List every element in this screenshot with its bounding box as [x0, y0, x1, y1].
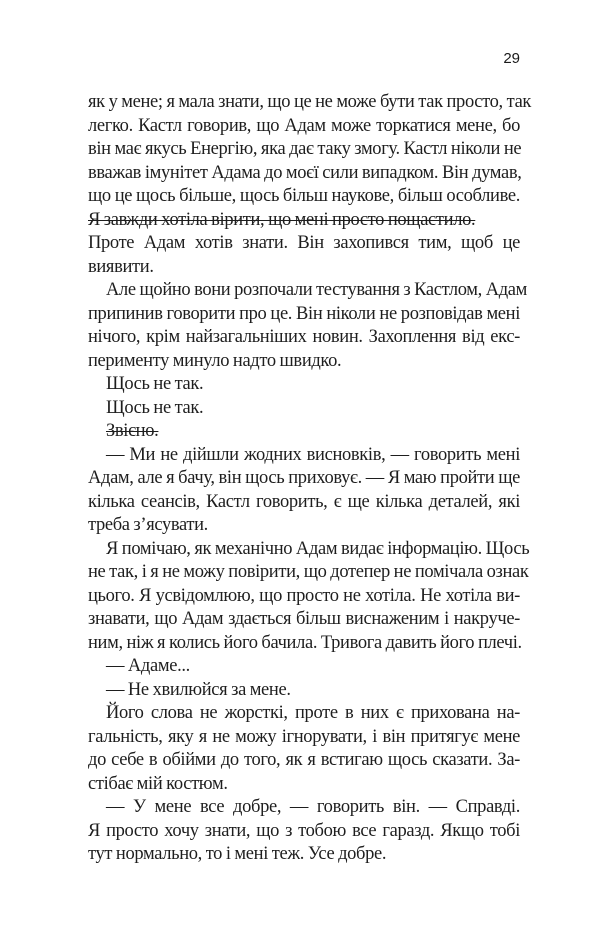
text-line: цього. Я усвідомлюю, що просто не хотіла. Не хотіла ви-: [88, 585, 520, 606]
text-line: знавати, що Адам здається більш виснаженим і накруче-: [88, 609, 520, 629]
paragraph: [88, 232, 520, 279]
text-line: перименту минуло надто швидко.: [88, 350, 342, 371]
text-line: треба з’ясувати.: [88, 515, 208, 535]
text-line: стібає мій костюм.: [88, 773, 228, 794]
text-line: вважав імунітет Адама до моєї сили випадком. Він думав,: [88, 162, 522, 183]
text-line: Проте Адам хотів знати. Він захопився тим, щоб це: [88, 233, 520, 253]
text-line: Щось не так.: [106, 397, 204, 418]
text-line: Я завжди хотіла вірити, що мені просто пощастило.: [88, 209, 476, 230]
text-line: припинив говорити про це. Він ніколи не розповідав мені: [88, 303, 520, 324]
paragraph: [88, 397, 520, 421]
struck-paragraph: [88, 420, 520, 444]
text-line: він має якусь Енергію, яка дає таку змогу. Кастл ніколи не: [88, 139, 522, 159]
text-line: Я помічаю, як механічно Адам видає інформацію. Щось: [106, 538, 530, 559]
paragraph: [88, 679, 520, 703]
paragraph: [88, 279, 527, 373]
text-line: Його слова не жорсткі, проте в них є прихована на-: [106, 703, 520, 723]
paragraph: [88, 655, 520, 679]
text-line: — Адаме...: [106, 656, 190, 676]
text-line: тут нормально, то і мені теж. Усе добре.: [88, 844, 387, 864]
struck-paragraph: [88, 209, 520, 233]
text-line: Щось не так.: [106, 374, 204, 394]
page-number: 29: [503, 50, 520, 67]
body-text: [88, 91, 532, 867]
text-line: гальність, яку я не можу ігнорувати, і він притягує мене: [88, 726, 520, 747]
text-line: що це щось більше, щось більш наукове, більш особливе.: [88, 186, 520, 206]
paragraph: [88, 538, 530, 656]
paragraph: [88, 796, 520, 867]
text-line: ним, ніж я колись його бачила. Тривога давить його плечі.: [88, 632, 522, 653]
text-line: Але щойно вони розпочали тестування з Кастлом, Адам: [106, 280, 527, 300]
text-line: — Ми не дійшли жодних висновків, — говорить мені: [106, 444, 520, 465]
text-line: Адам, але я бачу, він щось приховує. — Я маю пройти ще: [88, 468, 520, 488]
text-line: до себе в обійми до того, як я встигаю щось сказати. За-: [88, 750, 520, 770]
paragraph: [88, 702, 520, 796]
text-line: нічого, крім найзагальніших новин. Захоплення від екс-: [88, 327, 520, 347]
text-line: не так, і я не можу повірити, що дотепер не помічала ознак: [88, 562, 529, 582]
text-line: виявити.: [88, 256, 154, 277]
text-line: Я просто хочу знати, що з тобою все гаразд. Якщо тобі: [88, 820, 520, 841]
text-line: — Не хвилюйся за мене.: [106, 679, 291, 700]
text-line: легко. Кастл говорив, що Адам може торкатися мене, бо: [88, 115, 520, 136]
paragraph: [88, 91, 532, 209]
text-line: як у мене; я мала знати, що це не може бути так просто, так: [88, 92, 532, 112]
paragraph: [88, 373, 520, 397]
paragraph: [88, 444, 520, 538]
text-line: Звієно.: [106, 421, 159, 441]
text-line: кілька сеансів, Кастл говорить, є ще кілька деталей, які: [88, 491, 520, 512]
text-line: — У мене все добре, — говорить він. — Справді.: [106, 797, 520, 817]
